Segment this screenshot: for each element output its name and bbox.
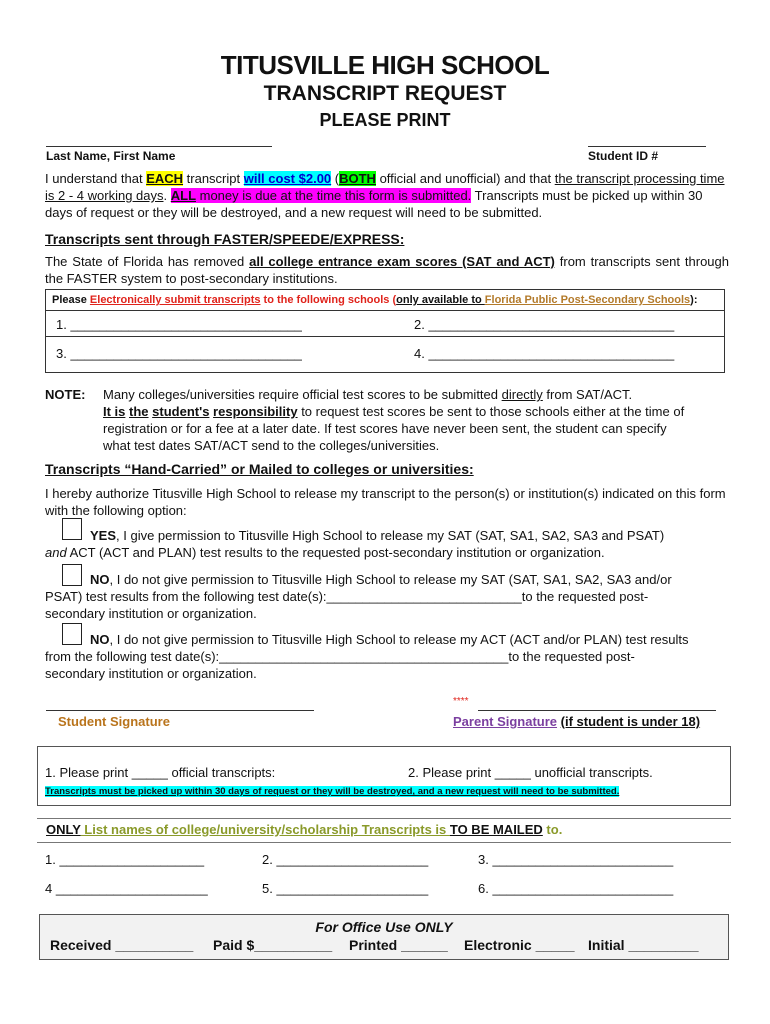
electronic-school-4[interactable]: 4. __________________________________	[414, 346, 675, 361]
hand-carried-heading: Transcripts “Hand-Carried” or Mailed to colleges or universities:	[45, 461, 474, 477]
form-title: TRANSCRIPT REQUEST	[263, 82, 507, 105]
unofficial-count-field[interactable]: 2. Please print _____ unofficial transcripts.	[408, 765, 653, 780]
option-yes-text: YES, I give permission to Titusville High School to release my SAT (SAT, SA1, SA2, SA3 and PSAT) and ACT (ACT and PLAN) test results to the requested post-secondary institution or organization.	[45, 528, 665, 560]
note-label: NOTE:	[45, 387, 86, 402]
office-received[interactable]: Received __________	[50, 937, 194, 953]
mailed-heading: ONLY List names of college/university/scholarship Transcripts is TO BE MAILED to.	[46, 822, 563, 837]
faster-heading: Transcripts sent through FASTER/SPEEDE/EXPRESS:	[45, 231, 405, 247]
pickup-notice: Transcripts must be picked up within 30 days of request or they will be destroyed, and a new request will need to be submitted.	[45, 786, 620, 797]
student-signature-label: Student Signature	[58, 714, 170, 729]
option-no-sat-text: NO, I do not give permission to Titusville High School to release my SAT (SAT, SA1, SA2, SA3 and/or PSAT) test results from the following test date(s):___________________________to the requested post- secondary institution or organization.	[45, 572, 672, 621]
office-initial[interactable]: Initial _________	[588, 937, 699, 953]
parent-stars: ****	[453, 696, 469, 707]
print-instruction: PLEASE PRINT	[319, 110, 451, 130]
office-electronic[interactable]: Electronic _____	[464, 937, 575, 953]
electronic-school-3[interactable]: 3. ________________________________	[56, 346, 302, 361]
electronic-school-1[interactable]: 1. ________________________________	[56, 317, 302, 332]
official-count-field[interactable]: 1. Please print _____ official transcripts:	[45, 765, 276, 780]
electronic-school-2[interactable]: 2. __________________________________	[414, 317, 675, 332]
student-signature-line[interactable]	[46, 710, 314, 711]
mailed-school-2[interactable]: 2. _____________________	[262, 852, 429, 867]
faster-paragraph: The State of Florida has removed all college entrance exam scores (SAT and ACT) from transcripts sent through the FASTER system to post-secondary institutions.	[45, 254, 729, 286]
print-request-box	[37, 746, 731, 806]
student-id-line[interactable]	[588, 146, 706, 147]
electronic-instruction: Please Electronically submit transcripts to the following schools (only available to Florida Public Post-Secondary Schools):	[52, 294, 698, 306]
mailed-school-5[interactable]: 5. _____________________	[262, 881, 429, 896]
office-use-box	[39, 914, 729, 960]
name-line[interactable]	[46, 146, 272, 147]
school-title: TITUSVILLE HIGH SCHOOL	[220, 50, 550, 80]
electronic-schools-box	[45, 289, 725, 373]
option-no-act-text: NO, I do not give permission to Titusville High School to release my ACT (ACT and/or PLAN) test results from the following test date(s):________________________________________to the requested post- secondary institution or organization.	[45, 632, 689, 681]
intro-paragraph: I understand that EACH transcript will cost $2.00 (BOTH official and unofficial) and that the transcript processing time is 2 - 4 working days. ALL money is due at the time this form is submitted. Transcripts must be picked up within 30 days of request or they will be destroyed, and a new request will need to be submitted.	[45, 171, 725, 220]
parent-signature-line[interactable]	[478, 710, 716, 711]
mailed-school-1[interactable]: 1. ____________________	[45, 852, 205, 867]
authorization-text: I hereby authorize Titusville High School to release my transcript to the person(s) or institution(s) indicated on this form with the following option:	[45, 486, 726, 518]
name-label: Last Name, First Name	[46, 149, 176, 163]
note-text: Many colleges/universities require official test scores to be submitted directly from SAT/ACT. It is the student's responsibility to request test scores be sent to those schools either at the time of registration or for a fee at a later date. If test scores have never been sent, the student can specify what test dates SAT/ACT send to the colleges/universities.	[103, 387, 685, 453]
mailed-school-6[interactable]: 6. _________________________	[478, 881, 674, 896]
mailed-school-3[interactable]: 3. _________________________	[478, 852, 674, 867]
mailed-school-4[interactable]: 4 _____________________	[45, 881, 208, 896]
office-paid[interactable]: Paid $__________	[213, 937, 333, 953]
office-printed[interactable]: Printed ______	[349, 937, 448, 953]
office-use-title: For Office Use ONLY	[315, 919, 453, 935]
parent-signature-label: Parent Signature (if student is under 18)	[453, 714, 701, 729]
student-id-label: Student ID #	[588, 149, 659, 163]
